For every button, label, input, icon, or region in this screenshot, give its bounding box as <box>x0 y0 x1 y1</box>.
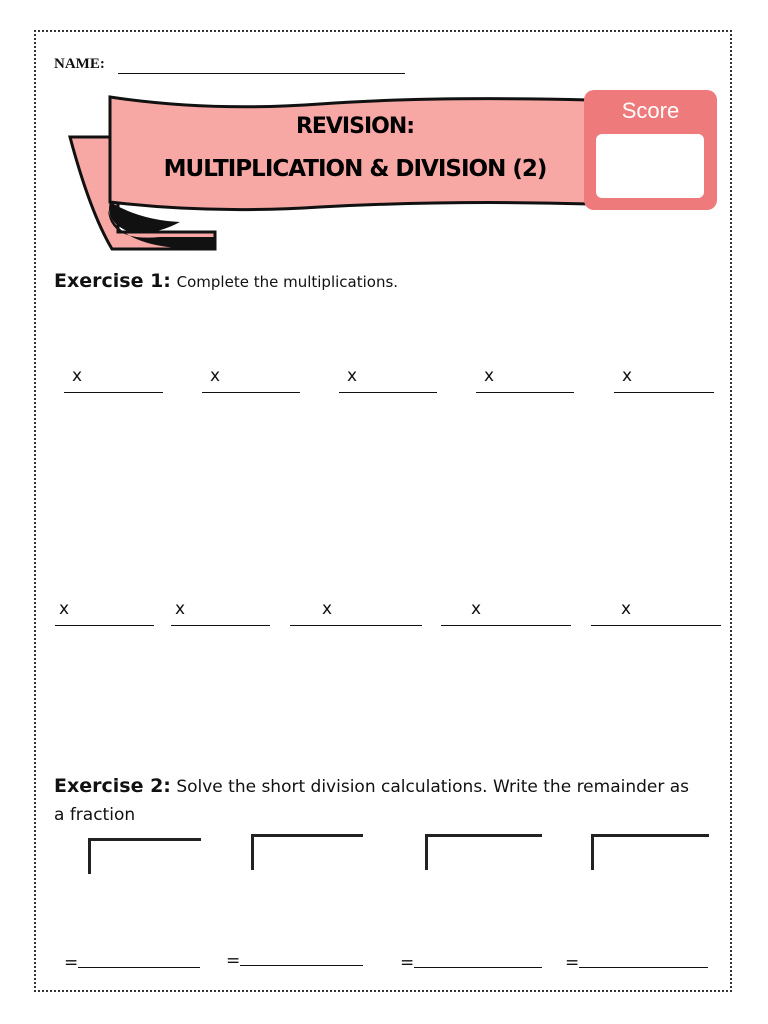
exercise1-label: Exercise 1: <box>54 270 171 292</box>
score-field[interactable] <box>596 134 704 198</box>
equals-sign: = <box>565 953 580 973</box>
equals-sign: = <box>64 953 79 973</box>
answer-line[interactable] <box>441 625 571 626</box>
answer-line[interactable] <box>339 392 437 393</box>
times-sign: x <box>471 599 482 619</box>
bracket-side <box>425 834 428 870</box>
times-sign: x <box>484 366 495 386</box>
times-sign: x <box>347 366 358 386</box>
answer-line[interactable] <box>579 967 708 968</box>
answer-line[interactable] <box>171 625 270 626</box>
exercise1-instruction: Complete the multiplications. <box>176 273 399 291</box>
bracket-side <box>88 838 91 874</box>
times-sign: x <box>72 366 83 386</box>
division-bracket[interactable] <box>88 838 201 874</box>
division-bracket[interactable] <box>591 834 709 870</box>
division-bracket[interactable] <box>251 834 363 870</box>
bracket-top <box>591 834 709 837</box>
score-label: Score <box>621 98 680 123</box>
answer-line[interactable] <box>614 392 714 393</box>
answer-line[interactable] <box>55 625 154 626</box>
equals-sign: = <box>400 953 415 973</box>
times-sign: x <box>175 599 186 619</box>
answer-line[interactable] <box>476 392 574 393</box>
times-sign: x <box>621 599 632 619</box>
answer-line[interactable] <box>240 965 363 966</box>
banner-title-line2: MULTIPLICATION & DIVISION (2) <box>163 156 547 182</box>
banner-title-line1: REVISION: <box>295 114 415 139</box>
bracket-side <box>251 834 254 870</box>
bracket-top <box>251 834 363 837</box>
answer-line[interactable] <box>202 392 300 393</box>
score-box <box>584 90 717 210</box>
bracket-top <box>88 838 201 841</box>
division-bracket[interactable] <box>425 834 542 870</box>
times-sign: x <box>322 599 333 619</box>
bracket-side <box>591 834 594 870</box>
name-label: NAME: <box>54 56 105 72</box>
bracket-top <box>425 834 542 837</box>
times-sign: x <box>210 366 221 386</box>
name-field[interactable] <box>118 73 405 74</box>
exercise2-heading <box>54 772 694 829</box>
answer-line[interactable] <box>64 392 163 393</box>
exercise1-heading <box>54 270 398 292</box>
answer-line[interactable] <box>591 625 721 626</box>
exercise2-label: Exercise 2: <box>54 775 171 797</box>
answer-line[interactable] <box>414 967 542 968</box>
times-sign: x <box>59 599 70 619</box>
equals-sign: = <box>226 951 241 971</box>
exercise2-instruction: Solve the short division calculations. Write the remainder as a fraction <box>54 777 690 825</box>
times-sign: x <box>622 366 633 386</box>
answer-line[interactable] <box>78 967 200 968</box>
answer-line[interactable] <box>290 625 422 626</box>
